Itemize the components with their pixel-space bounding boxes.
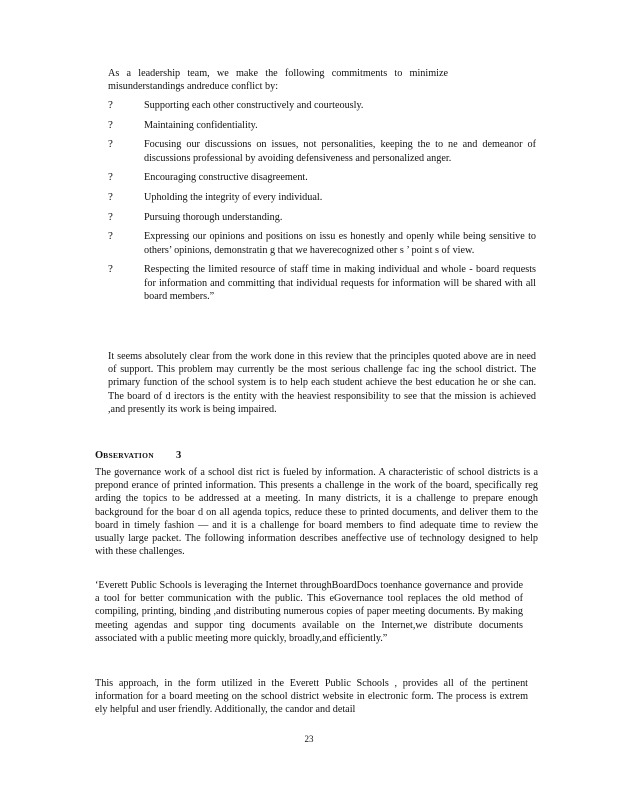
review-paragraph: It seems absolutely clear from the work done in this review that the principles quoted above are in need of support. This problem may currently be the most serious challenge fac ing the school district. The primary function of the school system is to help each student achieve the best education he or she can. The board of d irectors is the entity with the heaviest responsibility to see that the mission is achieved ,and presently its work is being impaired.	[108, 351, 536, 415]
list-item	[108, 211, 536, 224]
heading-number: 3	[175, 450, 182, 461]
bullet-glyph: ?	[108, 191, 113, 204]
list-item	[108, 263, 536, 303]
bullet-glyph: ?	[108, 171, 113, 184]
bullet-glyph: ?	[108, 263, 113, 276]
list-item-text: Upholding the integrity of every individual.	[144, 192, 323, 204]
list-item	[108, 119, 536, 132]
heading-smallcaps: BSERVATION	[103, 451, 154, 460]
bullet-glyph: ?	[108, 138, 113, 151]
commitments-list	[108, 99, 536, 309]
list-item	[108, 230, 536, 256]
list-item	[108, 138, 536, 164]
list-item	[108, 99, 536, 112]
approach-paragraph: This approach, in the form utilized in the Everett Public Schools , provides all of the pertinent information for a board meeting on the school district website in electronic form. The process is extrem ely helpful and user friendly. Additionally, the candor and detail	[95, 678, 528, 716]
list-item-text: Focusing our discussions on issues, not personalities, keeping the to ne and demeanor of discussions professional by avoiding defensiveness and personalized anger.	[144, 139, 536, 164]
intro-paragraph: As a leadership team, we make the following commitments to minimize misunderstandings andreduce conflict by:	[108, 68, 448, 93]
bullet-glyph: ?	[108, 99, 113, 111]
list-item-text: Expressing our opinions and positions on issu es honestly and openly while being sensitive to others’ opinions, demonstratin g that we haverecognized other s ’ point s of view.	[144, 231, 536, 256]
list-item	[108, 191, 536, 204]
page-number: 23	[304, 734, 314, 744]
list-item-text: Encouraging constructive disagreement.	[144, 172, 308, 184]
list-item-text: Respecting the limited resource of staff time in making individual and whole - board requests for information and committing that individual requests for information will be shared with all board members.”	[144, 264, 536, 302]
everett-quote-paragraph: ‘Everett Public Schools is leveraging the Internet throughBoardDocs toenhance governance and provide a tool for better communication with the public. This eGovernance tool replaces the old method of compiling, printing, binding ,and distributing numerous copies of paper meeting documents. By making meeting agendas and suppor ting documents available on the Internet,we distribute documents associated with a public meeting more quickly, broadly,and efficiently.”	[95, 580, 523, 644]
bullet-glyph: ?	[108, 210, 113, 223]
heading-initial: O	[95, 450, 104, 461]
list-item-text: Supporting each other constructively and courteously.	[144, 100, 364, 111]
section-heading	[95, 449, 181, 462]
list-item-text: Maintaining confidentiality.	[144, 119, 258, 131]
list-item	[108, 171, 536, 184]
list-item-text: Pursuing thorough understanding.	[144, 211, 283, 223]
bullet-glyph: ?	[108, 118, 113, 131]
governance-paragraph: The governance work of a school dist rict is fueled by information. A characteristic of school districts is a prepond erance of printed information. This presents a challenge in the work of the board, specifically reg arding the topics to be addressed at a meeting. In many districts, it is a challenge to prepare enough background for the boar d on all agenda topics, reduce these to printed documents, and deliver them to the board in timely fashion — and it is a challenge for board members to find adequate time to review the usually large packet. The following information describes aneffective use of technology designed to help with these challenges.	[95, 467, 538, 558]
bullet-glyph: ?	[108, 230, 113, 243]
